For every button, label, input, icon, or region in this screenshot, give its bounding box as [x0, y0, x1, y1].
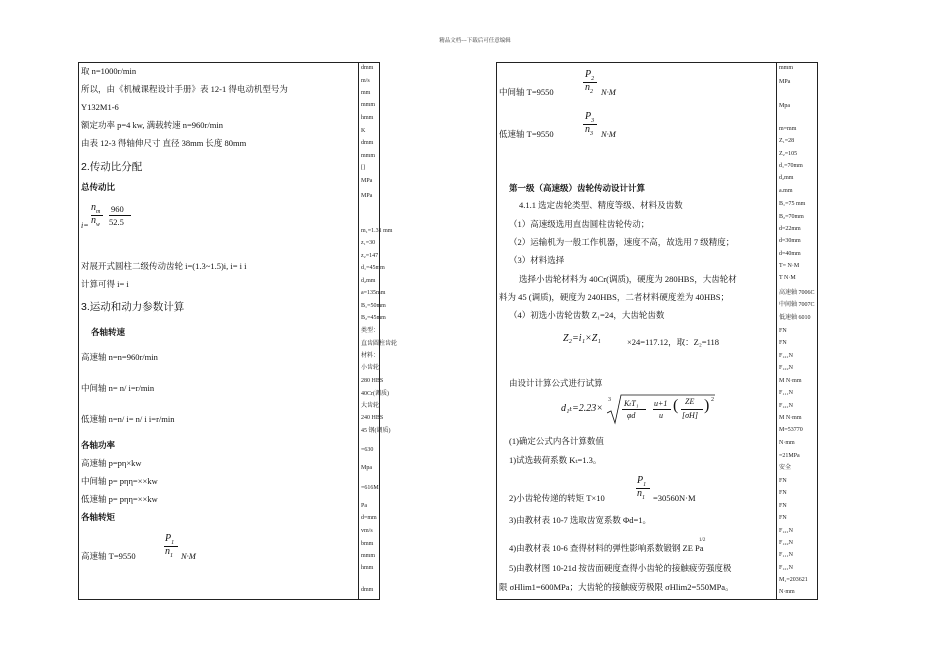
side-note: B₁=75 mm	[779, 201, 806, 207]
torque-num-3: $P_3$	[585, 111, 595, 124]
sub-heading: 各轴转矩	[81, 512, 116, 522]
side-note: mmm	[779, 65, 794, 71]
ratio-num-a: $n_m$	[91, 202, 101, 215]
side-note: Mpa	[361, 465, 372, 471]
side-note: dmm	[361, 65, 374, 71]
torque-den-2: $n_2$	[585, 82, 593, 95]
text-line: 由设计计算公式进行试算	[509, 378, 603, 388]
side-note: 安全	[779, 465, 792, 471]
side-note: Z₁=28	[779, 138, 795, 144]
side-note: K	[361, 128, 366, 134]
torque-num-1: $P_1$	[637, 475, 647, 488]
side-note: m/s	[361, 78, 370, 84]
z-equation: Z₂=i₁×Z₁	[563, 333, 601, 344]
side-note: d=22mm	[779, 226, 801, 232]
side-note: MPa	[361, 193, 373, 199]
formula-u1: u+1	[654, 399, 668, 408]
text-line: 中间轴 n= n/ i=r/min	[81, 383, 155, 393]
side-note: dmm	[361, 140, 374, 146]
side-note: MPa	[361, 178, 373, 184]
side-note: F₁₂₁N	[779, 528, 793, 534]
side-note: F₁₂₁N	[779, 565, 793, 571]
text-line: 1)试选载荷系数 Kₜ=1.3。	[509, 455, 602, 465]
page-header: 精品文档---下载后可任意编辑	[439, 38, 511, 44]
text-line: =30560N·M	[653, 493, 696, 503]
side-note: FN	[779, 340, 787, 346]
side-note: a.mm	[779, 188, 793, 194]
text-line: （3）材料选择	[509, 255, 565, 265]
sub-heading: 各轴转速	[91, 327, 126, 337]
side-note: =616M	[361, 485, 379, 491]
text-line: 5)由教材图 10-21d 按齿面硬度查得小齿轮的接触疲劳强度极	[509, 563, 732, 573]
root-index: 3	[608, 397, 611, 403]
side-note: 40Cr(调质)	[361, 391, 389, 397]
text-line: 2)小齿轮传递的转矩 T×10	[509, 493, 605, 503]
side-note: N·mm	[779, 589, 795, 595]
side-note: F₁₁₁N	[779, 552, 793, 558]
text-line: 中间轴 T=9550	[499, 87, 554, 97]
text-line: 4.1.1 选定齿轮类型、精度等级、材料及齿数	[519, 200, 683, 210]
exponent: 2	[711, 397, 714, 403]
text-line: ×24=117.12，取：Z₂=118	[627, 337, 720, 347]
side-note: z₁=30	[361, 240, 376, 246]
text-line: 取 n=1000r/min	[81, 66, 137, 76]
torque-den-1: $n_1$	[637, 488, 645, 501]
side-note: 大齿轮	[361, 403, 380, 409]
side-note: Pa	[361, 503, 367, 509]
side-note: mmm	[361, 153, 376, 159]
ratio-den-a: $n_w$	[91, 215, 101, 228]
fraction-bar	[622, 409, 646, 410]
side-note: hmm	[361, 565, 374, 571]
side-note: m=mm	[779, 126, 797, 132]
side-note: B₂=45mm	[361, 315, 386, 321]
side-note: B₂=70mm	[779, 214, 804, 220]
side-note: FN	[779, 503, 787, 509]
side-note: T N·M	[779, 275, 796, 281]
section-heading: 3.运动和动力参数计算	[81, 301, 185, 313]
side-note: F₁₂₂N	[779, 540, 793, 546]
text-line: 所以，由《机械课程设计手册》表 12-1 得电动机型号为	[81, 84, 288, 94]
fraction-bar	[109, 215, 131, 216]
ratio-num-b: 960	[111, 204, 124, 214]
text-line: 料为 45 (调质)，硬度为 240HBS，二者材料硬度差为 40HBS；	[499, 292, 729, 302]
side-note: d=40mm	[779, 251, 801, 257]
side-note: F₁₁₁N	[779, 390, 793, 396]
design-formula: d₁ₜ=2.23×	[561, 403, 603, 414]
side-note: B₁=50mm	[361, 303, 386, 309]
side-note: mmm	[361, 102, 376, 108]
text-line: 高速轴 p=pη×kw	[81, 458, 142, 468]
side-note: d=30mm	[779, 238, 801, 244]
section-heading: 2.传动比分配	[81, 161, 143, 173]
side-note: 280 HBS	[361, 378, 384, 384]
side-note: Z₂=105	[779, 151, 798, 157]
text-line: （2）运输机为一般工作机器，速度不高，故选用 7 级精度；	[509, 237, 735, 247]
torque-num: $P_1$	[165, 533, 175, 546]
text-line: 高速轴 n=n=960r/min	[81, 352, 158, 362]
text-line: （4）初选小齿轮齿数 Z₁=24，大齿轮齿数	[509, 310, 665, 320]
side-note: mmm	[361, 553, 376, 559]
text-line: (1)确定公式内各计算数值	[509, 436, 604, 446]
side-note: d₂mm	[779, 175, 794, 181]
side-note: 小齿轮	[361, 365, 380, 371]
side-note: =630	[361, 447, 374, 453]
side-note: FN	[779, 478, 787, 484]
sub-heading: 各轴功率	[81, 440, 116, 450]
paren: (	[673, 397, 679, 414]
sub-heading: 总传动比	[81, 182, 116, 192]
side-note: F₁₂₂N	[779, 365, 793, 371]
text-line: 高速轴 T=9550	[81, 551, 136, 561]
side-note: a=135mm	[361, 290, 386, 296]
side-note: []	[361, 165, 365, 171]
side-note: M=53770	[779, 427, 803, 433]
unit-text: N·M	[181, 551, 196, 561]
right-table	[496, 62, 818, 600]
side-note: MPa	[779, 79, 791, 85]
side-note: mm	[361, 90, 371, 96]
text-line: 选择小齿轮材料为 40Cr(调质)，硬度为 280HBS，大齿轮材	[519, 274, 737, 284]
side-note: 高速轴 7006C	[779, 290, 815, 296]
unit-text: N·M	[601, 87, 616, 97]
side-note: 240 HBS	[361, 415, 384, 421]
formula-k: KₜT₁	[624, 399, 639, 408]
text-line: （1）高速级选用直齿圆柱齿轮传动；	[509, 219, 650, 229]
text-line: 额定功率 p=4 kw, 满载转速 n=960r/min	[81, 120, 223, 130]
left-table	[78, 62, 398, 600]
side-note: M N·mm	[779, 415, 802, 421]
side-note: d₁=70mm	[779, 163, 803, 169]
ratio-den-b: 52.5	[109, 217, 124, 227]
side-note: FN	[779, 328, 787, 334]
side-note: FN	[779, 515, 787, 521]
left-divider	[358, 63, 359, 599]
right-divider	[776, 63, 777, 599]
text-line: 低速轴 p= pηη=××kw	[81, 494, 158, 504]
side-note: F₁₂₁N	[779, 353, 793, 359]
side-note: FN	[779, 490, 787, 496]
side-note: Mpa	[779, 103, 790, 109]
side-note: 中间轴 7007C	[779, 302, 815, 308]
text-line: 由表 12-3 得轴伸尺寸 直径 38mm 长度 80mm	[81, 138, 247, 148]
side-note: vm/s	[361, 528, 373, 534]
torque-den: $n_1$	[165, 546, 173, 559]
fraction-bar	[681, 409, 703, 410]
text-line: 限 σHlim1=600MPa；大齿轮的接触疲劳极限 σHlim2=550MPa。	[499, 582, 734, 592]
section-heading: 第一级（高速级）齿轮传动设计计算	[509, 183, 646, 193]
text-line: 低速轴 T=9550	[499, 129, 554, 139]
side-note: 45 钢(调质)	[361, 428, 391, 434]
side-note: 材料：	[361, 353, 380, 359]
unit-text: N·M	[601, 129, 616, 139]
side-note: d₁=45mm	[361, 265, 385, 271]
side-note: d=mm	[361, 515, 377, 521]
torque-num-2: $P_2$	[585, 69, 595, 82]
ratio-prefix: i=	[81, 221, 89, 230]
text-line: 3)由教材表 10-7 选取齿宽系数 Φd=1。	[509, 515, 652, 525]
torque-den-3: $n_3$	[585, 124, 593, 137]
side-note: bmm	[361, 541, 374, 547]
side-note: dmm	[361, 587, 374, 593]
text-line: 中间轴 p= pηη=××kw	[81, 476, 158, 486]
side-note: m₁=1.31 mm	[361, 228, 393, 234]
side-note: 类型：	[361, 328, 380, 334]
side-note: 低速轴 6010	[779, 315, 811, 321]
paren: )	[704, 397, 710, 414]
fraction-bar	[653, 409, 671, 410]
formula-sh: [σH]	[682, 411, 698, 420]
formula-u: u	[659, 411, 663, 420]
side-note: hmm	[361, 115, 374, 121]
side-note: M N·mm	[779, 378, 802, 384]
text-line: 对展开式圆柱二级传动齿轮 i=(1.3~1.5)i, i= i i	[81, 261, 247, 271]
half-exponent: 1/2	[699, 538, 706, 543]
side-note: d₂mm	[361, 278, 376, 284]
side-note: 直齿圆柱齿轮	[361, 341, 398, 347]
side-note: F₁₂₁N	[779, 403, 793, 409]
side-note: z₂=147	[361, 253, 379, 259]
side-note: N·mm	[779, 440, 795, 446]
text-line: 计算可得 i= i	[81, 279, 129, 289]
formula-ze: ZE	[685, 397, 695, 406]
text-line: 低速轴 n=n/ i= n/ i i=r/min	[81, 414, 175, 424]
side-note: =21MPa	[779, 453, 800, 459]
side-note: T= N·M	[779, 263, 800, 269]
formula-phi: φd	[627, 411, 636, 420]
text-line: 4)由教材表 10-6 查得材料的弹性影响系数锻钢 ZE Pa	[509, 543, 704, 553]
side-note: M₁=203621	[779, 577, 808, 583]
text-line: Y132M1-6	[81, 102, 119, 112]
